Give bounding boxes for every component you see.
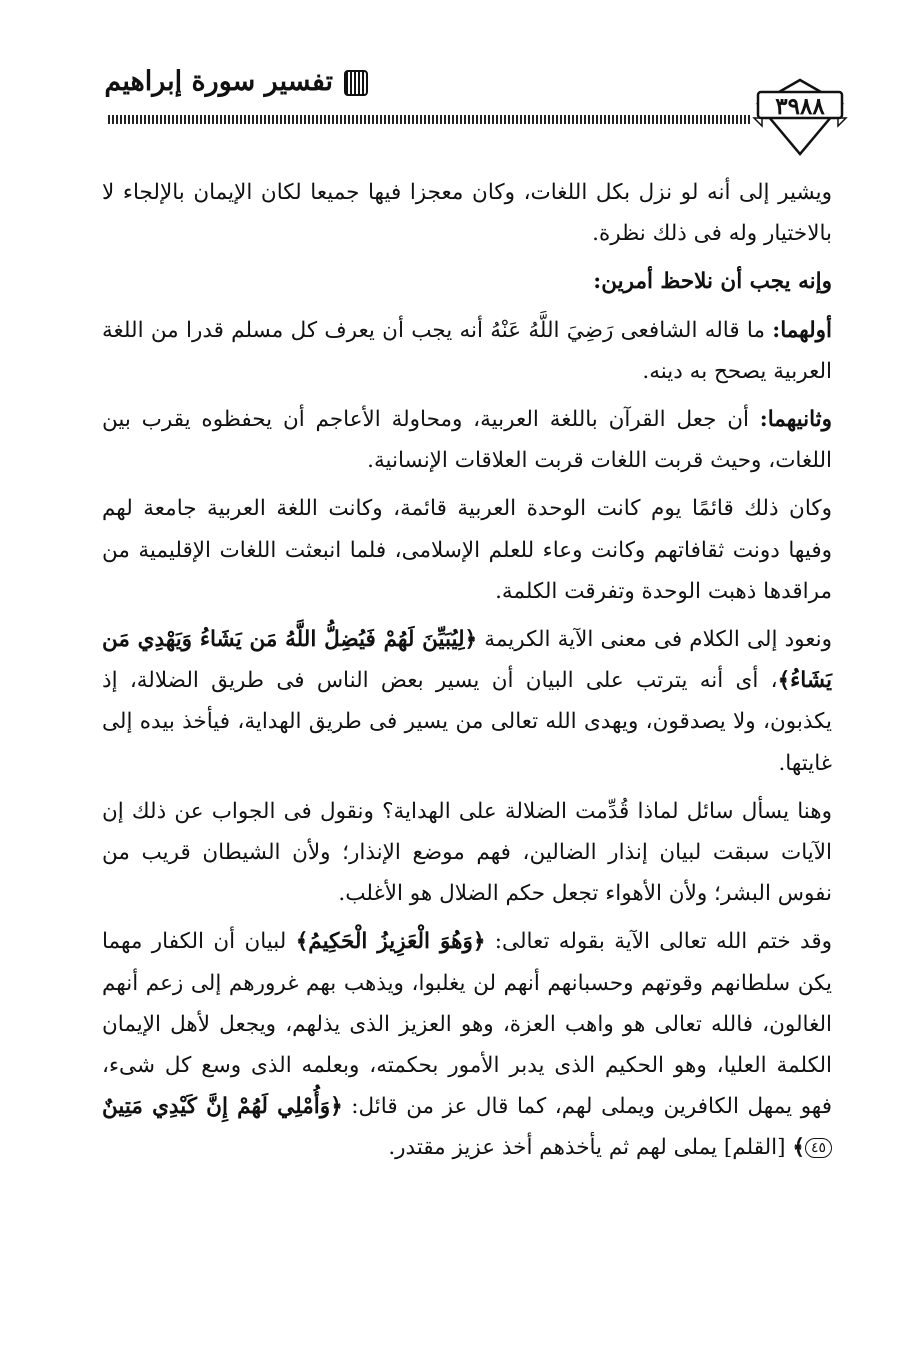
page-header [0, 0, 923, 170]
quran-verse: ﴿لِيُبَيِّنَ لَهُمْ فَيُضِلُّ اللَّهُ مَن يَشَاءُ وَيَهْدِي مَن يَشَاءُ﴾ [102, 627, 832, 694]
running-title: تفسير سورة إبراهيم [104, 66, 333, 97]
paragraph-5 [102, 619, 832, 784]
paragraph-3-label: وثانيهما: [759, 407, 832, 433]
paragraph-6: وهنا يسأل سائل لماذا قُدِّمت الضلالة على الهداية؟ ونقول فى الجواب عن ذلك إن الآيات سبقت لبيان إنذار الضالين، فهم موضع الإنذار؛ ولأن الشيطان قريب من نفوس البشر؛ ولأن الأهواء تجعل حكم الضلال هو الأغلب. [102, 798, 832, 907]
quran-verse-close: ﴾ [792, 1135, 805, 1161]
ayah-number: ٤٥ [805, 1138, 832, 1158]
header-rule [108, 115, 750, 124]
paragraph-5-lead: ونعود إلى الكلام فى معنى الآية الكريمة [477, 627, 832, 653]
paragraph-3-text: أن جعل القرآن باللغة العربية، ومحاولة الأعاجم أن يحفظوه يقرب بين اللغات، وحيث قربت اللغات قربت العلاقات الإنسانية. [102, 407, 832, 474]
paragraph-1: ويشير إلى أنه لو نزل بكل اللغات، وكان معجزا فيها جميعا لكان الإيمان بالإلجاء لا بالاختيار وله فى ذلك نظرة. [102, 180, 832, 247]
paragraph-2 [102, 310, 832, 392]
quran-verse: ﴿وَهُوَ الْعَزِيزُ الْحَكِيمُ﴾ [295, 929, 486, 955]
paragraph-3 [102, 399, 832, 481]
paragraph-4: وكان ذلك قائمًا يوم كانت الوحدة العربية قائمة، وكانت اللغة العربية جامعة لهم وفيها دونت ثقافاتهم وكانت وعاء للعلم الإسلامى، فلما انبعثت اللغات الإقليمية من مراقدها ذهبت الوحدة وتفرقت الكلمة. [102, 496, 832, 604]
paragraph-7 [102, 921, 832, 1168]
paragraph-2-label: أولهما: [772, 317, 832, 343]
paragraph-2-text: ما قاله الشافعى رَضِيَ اللَّهُ عَنْهُ أنه يجب أن يعرف كل مسلم قدرا من اللغة العربية يصحح به دينه. [102, 317, 832, 384]
section-heading: وإنه يجب أن نلاحظ أمرين: [593, 269, 832, 295]
quran-verse: ﴿وَأُمْلِي لَهُمْ إِنَّ كَيْدِي مَتِينٌ [102, 1094, 343, 1120]
paragraph-5-rest: ، أى أنه يترتب على البيان أن يسير بعض الناس فى طريق الضلالة، إذ يكذبون، ولا يصدقون، ويهدى الله تعالى من يسير فى طريق الهداية، فيأخذ بيده إلى غايتها. [102, 668, 832, 776]
page-number: ٣٩٨٨ [775, 93, 825, 120]
paragraph-7-lead: وقد ختم الله تعالى الآية بقوله تعالى: [485, 929, 832, 955]
paragraph-7-middle: لبيان أن الكفار مهما يكن سلطانهم وقوتهم وحسبانهم أنهم لن يغلبوا، ويذهب بهم غرورهم إلى زعم أنهم الغالون، فالله تعالى هو واهب العزة، وهو العزيز الذى يذلهم، ويجعل لأهل الإيمان الكلمة العليا، وهو الحكيم الذى يدبر الأمور بحكمته، وبعلمه الذى وسع كل شىء، فهو يمهل الكافرين ويملى لهم، كما قال عز من قائل: [102, 929, 832, 1120]
paragraph-7-tail: [القلم] يملى لهم ثم يأخذهم أخذ عزيز مقتدر. [388, 1135, 793, 1161]
ornament-icon [344, 70, 368, 96]
page-body [102, 172, 832, 1176]
